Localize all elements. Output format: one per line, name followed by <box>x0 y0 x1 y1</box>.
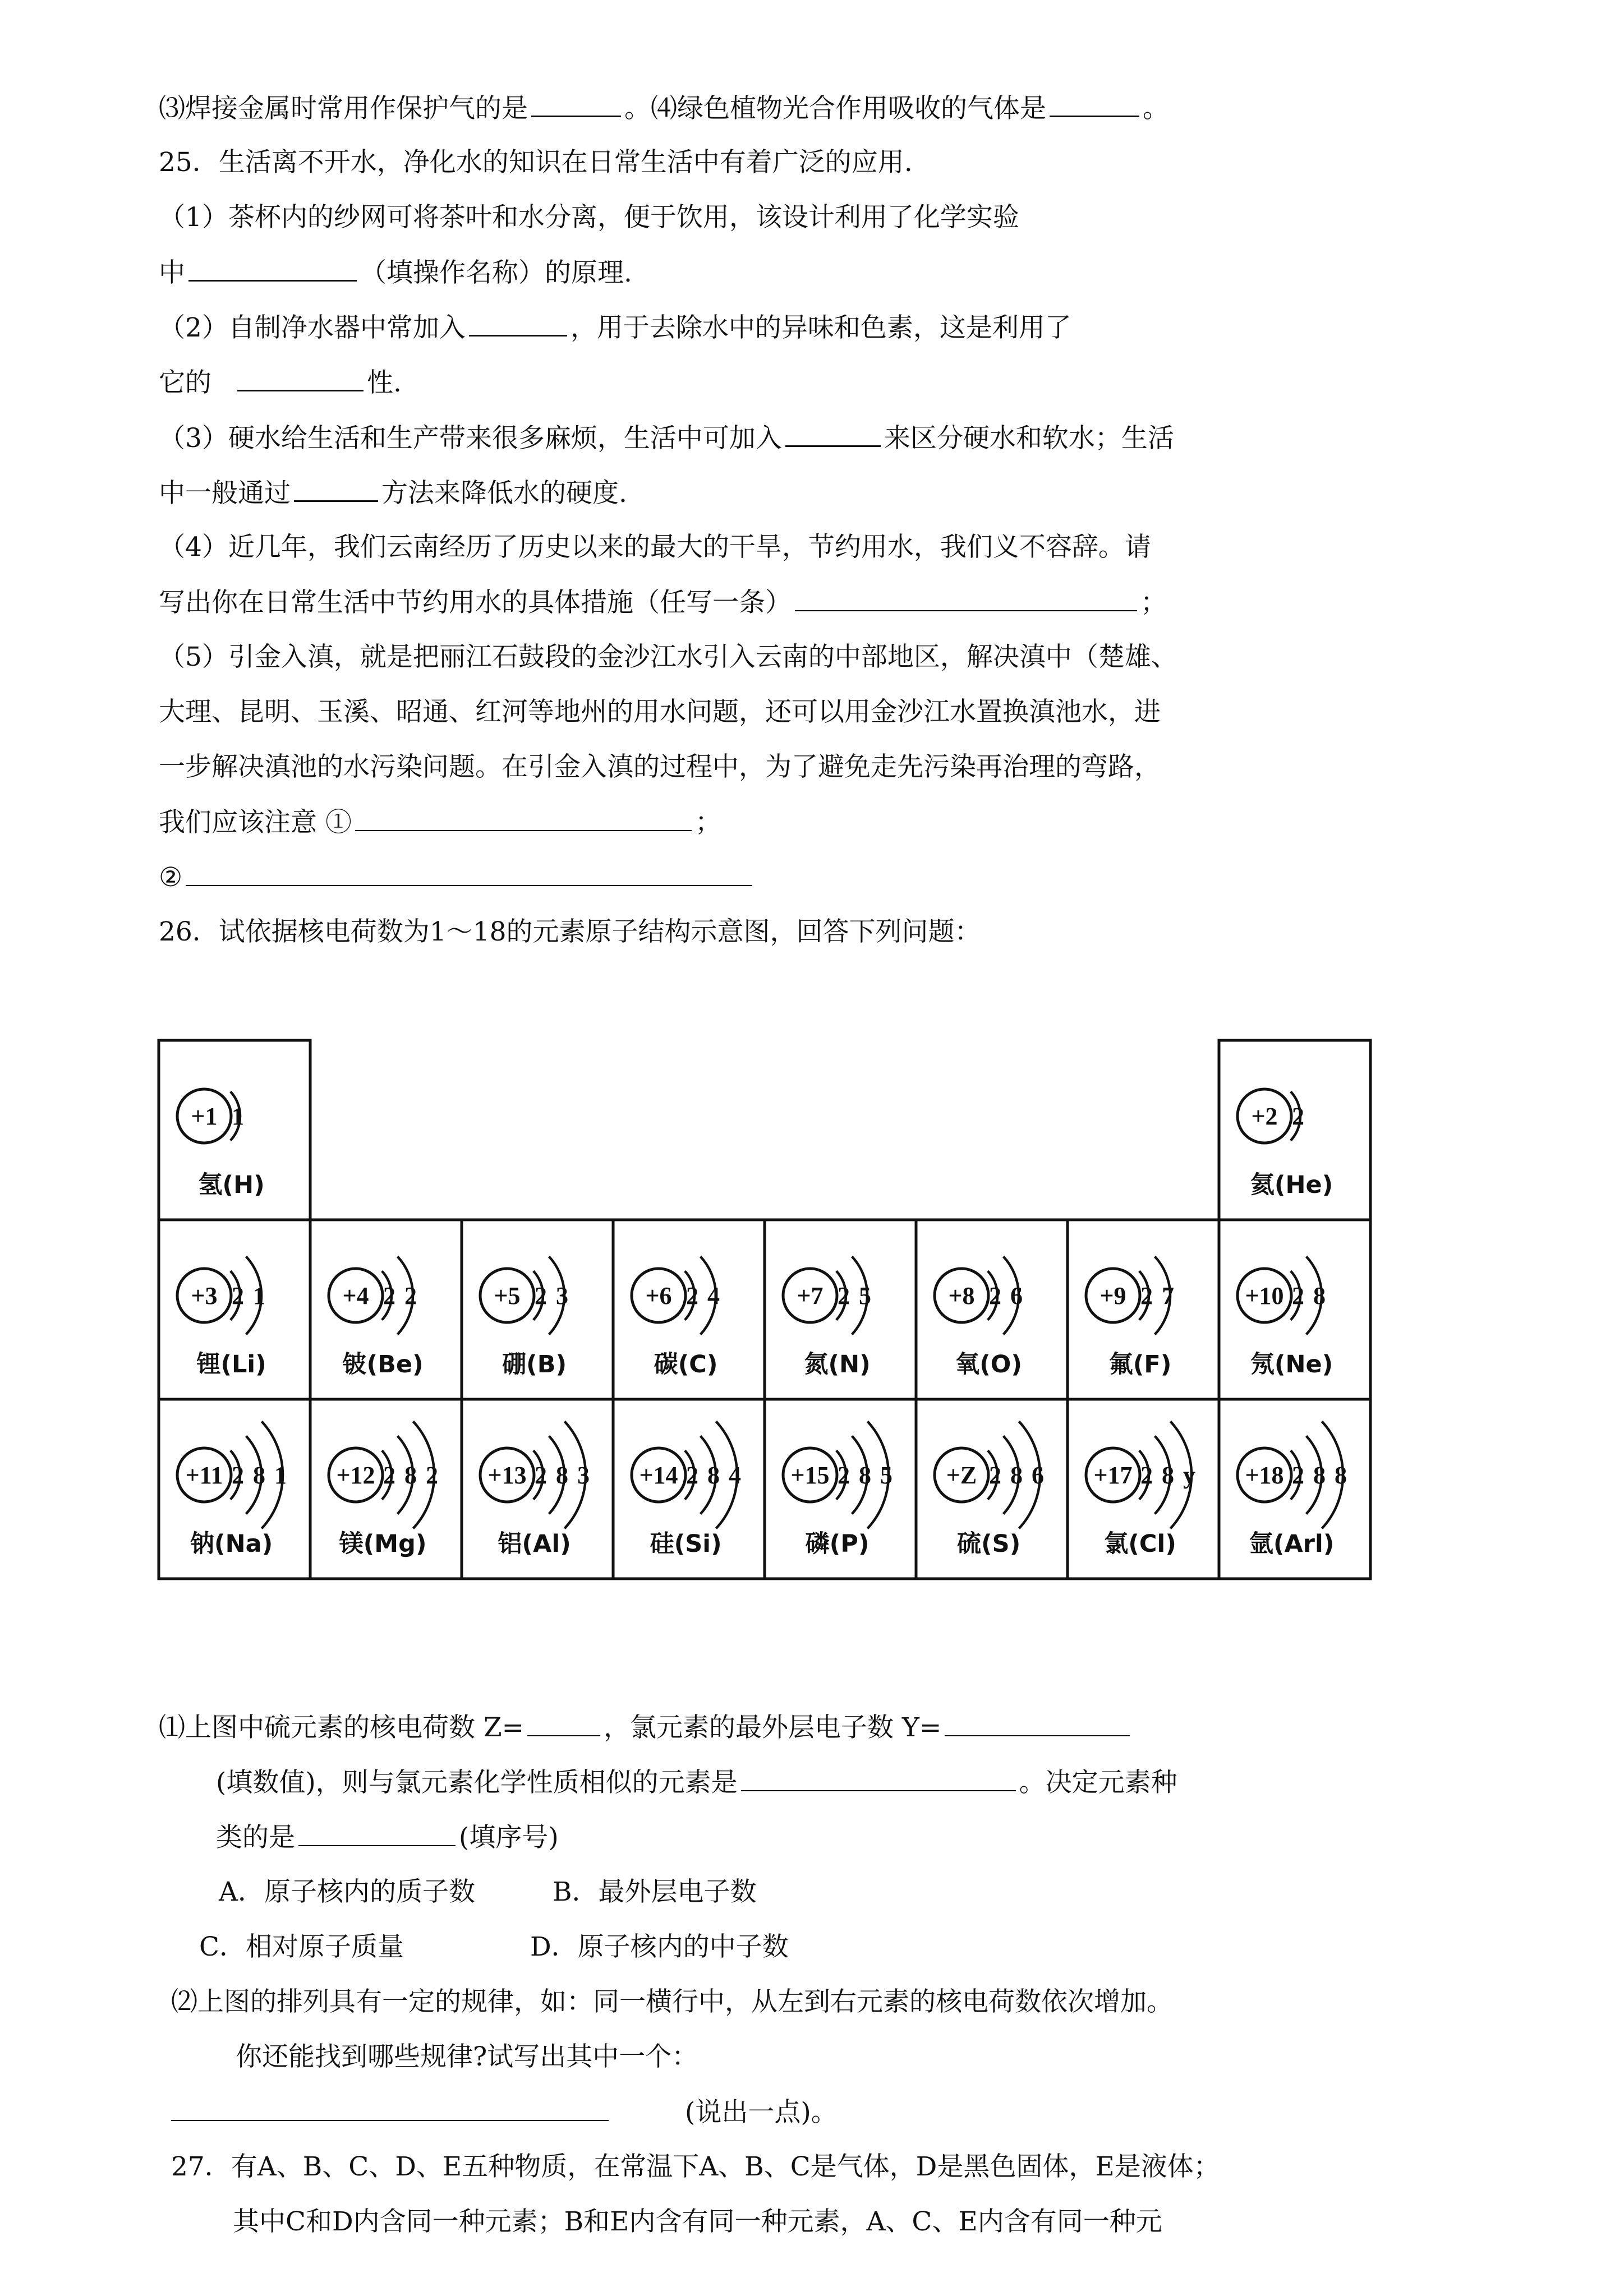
electron-shell-arc <box>1170 1422 1191 1529</box>
blank-similar-element[interactable] <box>741 1765 1016 1791</box>
electron-shell-arc <box>231 1450 240 1499</box>
nuclear-charge-label: +4 <box>342 1282 369 1310</box>
element-name-label: 氮(N) <box>804 1350 871 1378</box>
q27-line-a: 27．有A、B、C、D、E五种物质，在常温下A、B、C是气体，D是黑色固体，E是液体； <box>171 2151 1220 2182</box>
nuclear-charge-label: +9 <box>1099 1282 1126 1310</box>
text: ，氯元素的最外层电子数 Y= <box>603 1712 942 1743</box>
element-cell-border <box>159 1399 310 1579</box>
electron-shell-arc <box>852 1436 867 1514</box>
nucleus-circle <box>935 1448 988 1502</box>
shell-electron-count: 2 <box>535 1461 547 1489</box>
nucleus-circle <box>1086 1448 1140 1502</box>
text: ，用于去除水中的异味和色素，这是利用了 <box>570 312 1071 343</box>
electron-shell-arc <box>1322 1422 1343 1529</box>
electron-shell-arc <box>1004 1256 1019 1334</box>
element-cell-13 <box>613 1399 765 1579</box>
electron-shell-arc <box>564 1422 586 1529</box>
element-name-label: 氢(H) <box>198 1171 265 1199</box>
electron-shell-arc <box>836 1271 846 1320</box>
electron-shell-arc <box>382 1271 392 1320</box>
element-name-label: 锂(Li) <box>196 1350 266 1378</box>
electron-shell-arc <box>533 1271 543 1320</box>
period: 。 <box>1143 93 1169 124</box>
nucleus-circle <box>1086 1269 1140 1322</box>
text: ⑴上图中硫元素的核电荷数 Z= <box>159 1712 524 1743</box>
shell-electron-count: 1 <box>274 1461 287 1489</box>
electron-shell-arc <box>1019 1422 1040 1529</box>
nuclear-charge-label: +7 <box>797 1282 823 1310</box>
q24-part3-text: ⑶焊接金属时常用作保护气的是 <box>159 93 528 124</box>
element-name-label: 碳(C) <box>654 1350 718 1378</box>
q25-5-line-b: 大理、昆明、玉溪、昭通、红河等地州的用水问题，还可以用金沙江水置换滇池水，进 <box>159 697 1161 727</box>
electron-shell-arc <box>231 1091 240 1140</box>
element-name-label: 铍(Be) <box>342 1350 424 1378</box>
shell-electron-count: 6 <box>1032 1461 1044 1489</box>
q25-1-line-b <box>159 255 632 290</box>
shell-electron-count: 6 <box>1010 1282 1023 1310</box>
nuclear-charge-label: +15 <box>790 1461 830 1489</box>
q24-line <box>159 91 1169 126</box>
electron-shell-arc <box>1291 1450 1300 1499</box>
element-name-label: 氯(Cl) <box>1104 1530 1176 1558</box>
text: 它的 <box>159 367 211 398</box>
q26-2-line-a: ⑵上图的排列具有一定的规律，如：同一横行中，从左到右元素的核电荷数依次增加。 <box>171 1986 1173 2017</box>
shell-electron-count: 3 <box>577 1461 590 1489</box>
shell-electron-count: 2 <box>1292 1282 1304 1310</box>
element-cell-border <box>310 1399 462 1579</box>
q26-1-line-b <box>216 1765 1177 1800</box>
electron-shell-arc <box>413 1422 434 1529</box>
element-name-label: 氟(F) <box>1108 1350 1172 1378</box>
element-cell-border <box>1219 1399 1370 1579</box>
shell-electron-count: 8 <box>1162 1461 1174 1489</box>
shell-electron-count: 8 <box>556 1461 568 1489</box>
q26-2-line-c <box>171 2095 838 2129</box>
option-d: D．原子核内的中子数 <box>530 1931 789 1962</box>
electron-shell-arc <box>533 1450 543 1499</box>
element-cell-2 <box>159 1220 310 1399</box>
electron-shell-arc <box>716 1422 737 1529</box>
electron-shell-arc <box>988 1450 997 1499</box>
nuclear-charge-label: +6 <box>645 1282 672 1310</box>
element-cell-border <box>462 1220 613 1399</box>
electron-shell-arc <box>1155 1256 1170 1334</box>
element-cell-border <box>916 1399 1068 1579</box>
text: 类的是 <box>216 1822 295 1853</box>
electron-shell-arc <box>246 1256 261 1334</box>
nuclear-charge-label: +17 <box>1093 1461 1133 1489</box>
shell-electron-count: 8 <box>707 1461 720 1489</box>
element-cell-border <box>765 1220 916 1399</box>
nuclear-charge-label: +8 <box>948 1282 975 1310</box>
nucleus-circle <box>177 1448 231 1502</box>
element-name-label: 氧(O) <box>955 1350 1023 1378</box>
electron-shell-arc <box>398 1436 413 1514</box>
shell-electron-count: 2 <box>383 1282 395 1310</box>
shell-electron-count: 5 <box>880 1461 892 1489</box>
blank-hard-water-test[interactable] <box>785 421 881 447</box>
q25-4-line-a: （4）近几年，我们云南经历了历史以来的最大的干旱，节约用水，我们义不容辞。请 <box>159 532 1151 563</box>
electron-shell-arc <box>685 1450 694 1499</box>
q25-5-line-e <box>159 860 756 895</box>
element-cell-border <box>1068 1220 1219 1399</box>
q25-3-line-b <box>159 476 627 510</box>
element-name-label: 氦(He) <box>1250 1171 1333 1199</box>
electron-shell-arc <box>1306 1256 1322 1334</box>
electron-shell-arc <box>685 1271 694 1320</box>
shell-electron-count: 8 <box>1335 1461 1347 1489</box>
nuclear-charge-label: +Z <box>946 1461 977 1489</box>
electron-shell-arc <box>382 1450 392 1499</box>
shell-electron-count: 2 <box>232 1282 244 1310</box>
option-c: C．相对原子质量 <box>199 1931 404 1962</box>
element-cell-11 <box>310 1399 462 1579</box>
electron-shell-arc <box>867 1422 889 1529</box>
q25-1-line-a: （1）茶杯内的纱网可将茶叶和水分离，便于饮用，该设计利用了化学实验 <box>159 202 1019 233</box>
element-cell-border <box>613 1220 765 1399</box>
blank-protective-gas[interactable] <box>531 91 621 117</box>
element-cell-6 <box>765 1220 916 1399</box>
nuclear-charge-label: +3 <box>191 1282 218 1310</box>
shell-electron-count: 2 <box>838 1461 850 1489</box>
nucleus-circle <box>329 1269 383 1322</box>
text: 中一般通过 <box>159 478 291 509</box>
electron-shell-arc <box>701 1256 716 1334</box>
element-name-label: 氩(Arl) <box>1249 1530 1335 1558</box>
element-name-label: 磷(P) <box>805 1530 869 1558</box>
electron-shell-arc <box>852 1256 867 1334</box>
shell-electron-count: 3 <box>556 1282 568 1310</box>
element-cell-7 <box>916 1220 1068 1399</box>
nucleus-circle <box>632 1448 686 1502</box>
q25-3-line-a <box>159 421 1174 455</box>
shell-electron-count: 2 <box>989 1461 1001 1489</box>
text: 中 <box>159 257 185 288</box>
electron-shell-arc <box>1306 1436 1322 1514</box>
nucleus-circle <box>783 1269 837 1322</box>
electron-shell-arc <box>261 1422 283 1529</box>
shell-electron-count: 2 <box>686 1461 698 1489</box>
shell-electron-count: 8 <box>859 1461 871 1489</box>
element-name-label: 硅(Si) <box>650 1530 722 1558</box>
nucleus-circle <box>1237 1089 1291 1143</box>
q25-2-line-a <box>159 310 1071 345</box>
shell-electron-count: 2 <box>232 1461 244 1489</box>
blank-purifier-additive[interactable] <box>469 310 567 336</box>
element-cell-0 <box>159 1040 310 1220</box>
option-b: B．最外层电子数 <box>553 1877 757 1907</box>
shell-electron-count: 4 <box>707 1282 720 1310</box>
element-cell-14 <box>765 1399 916 1579</box>
element-name-label: 镁(Mg) <box>339 1530 427 1558</box>
nucleus-circle <box>935 1269 988 1322</box>
electron-shell-arc <box>1291 1271 1300 1320</box>
nuclear-charge-label: +1 <box>191 1103 218 1130</box>
text: 写出你在日常生活中节约用水的具体措施（任写一条） <box>159 587 792 618</box>
electron-shell-arc <box>1004 1436 1019 1514</box>
electron-shell-arc <box>1139 1450 1149 1499</box>
blank-y-value[interactable] <box>945 1711 1130 1736</box>
shell-electron-count: 8 <box>404 1461 417 1489</box>
element-cell-4 <box>462 1220 613 1399</box>
q25-5-line-c: 一步解决滇池的水污染问题。在引金入滇的过程中，为了避免走先污染再治理的弯路， <box>159 751 1161 782</box>
electron-shell-arc <box>988 1271 997 1320</box>
nucleus-circle <box>1237 1269 1291 1322</box>
nuclear-charge-label: +11 <box>185 1461 223 1489</box>
text: （2）自制净水器中常加入 <box>159 312 466 343</box>
element-cell-1 <box>1219 1040 1370 1220</box>
element-cell-15 <box>916 1399 1068 1579</box>
blank-note-1[interactable] <box>355 805 692 831</box>
shell-electron-count: 2 <box>989 1282 1001 1310</box>
electron-shell-arc <box>231 1271 240 1320</box>
option-a: A．原子核内的质子数 <box>219 1877 475 1907</box>
blank-z-value[interactable] <box>527 1711 600 1736</box>
element-cell-8 <box>1068 1220 1219 1399</box>
shell-electron-count: 1 <box>232 1103 244 1130</box>
electron-shell-arc <box>1139 1271 1149 1320</box>
element-name-label: 硫(S) <box>956 1530 1021 1558</box>
q26-1-line-c <box>216 1820 559 1855</box>
text: (填数值)，则与氯元素化学性质相似的元素是 <box>216 1767 738 1798</box>
electron-shell-arc <box>836 1450 846 1499</box>
element-cell-9 <box>1219 1220 1370 1399</box>
electron-shell-arc <box>1155 1436 1170 1514</box>
nucleus-circle <box>480 1269 534 1322</box>
nuclear-charge-label: +5 <box>494 1282 521 1310</box>
element-cell-border <box>613 1399 765 1579</box>
q25-5-line-a: （5）引金入滇，就是把丽江石鼓段的金沙江水引入云南的中部地区，解决滇中（楚雄、 <box>159 642 1177 672</box>
element-name-label: 钠(Na) <box>190 1530 273 1558</box>
blank-water-saving-measure[interactable] <box>795 585 1137 611</box>
text: ② <box>159 862 183 893</box>
blank-softening-method[interactable] <box>294 476 378 502</box>
text: 。决定元素种 <box>1019 1767 1177 1798</box>
text: （3）硬水给生活和生产带来很多麻烦，生活中可加入 <box>159 423 782 454</box>
shell-electron-count: 2 <box>1292 1461 1304 1489</box>
nucleus-circle <box>632 1269 686 1322</box>
element-cell-12 <box>462 1399 613 1579</box>
shell-electron-count: 5 <box>859 1282 871 1310</box>
nucleus-circle <box>177 1269 231 1322</box>
electron-shell-arc <box>246 1436 261 1514</box>
element-cell-border <box>765 1399 916 1579</box>
electron-shell-arc <box>549 1256 564 1334</box>
element-cell-border <box>1219 1040 1370 1220</box>
element-cell-3 <box>310 1220 462 1399</box>
element-name-label: 硼(B) <box>502 1350 567 1378</box>
element-cell-5 <box>613 1220 765 1399</box>
shell-electron-count: 8 <box>1313 1282 1326 1310</box>
text: (填序号) <box>459 1822 559 1853</box>
shell-electron-count: 2 <box>686 1282 698 1310</box>
q25-title: 25．生活离不开水，净化水的知识在日常生活中有着广泛的应用. <box>159 147 913 178</box>
electron-shell-arc <box>1291 1091 1300 1140</box>
nuclear-charge-label: +10 <box>1245 1282 1284 1310</box>
q27-line-b: 其中C和D内含同一种元素；B和E内含有同一种元素，A、C、E内含有同一种元 <box>233 2206 1162 2237</box>
q25-2-line-b <box>159 365 402 400</box>
text: 来区分硬水和软水；生活 <box>884 423 1174 454</box>
q26-title: 26．试依据核电荷数为1～18的元素原子结构示意图，回答下列问题： <box>159 916 981 947</box>
element-cell-border <box>310 1220 462 1399</box>
text: 性. <box>367 367 402 398</box>
element-cell-17 <box>1219 1399 1370 1579</box>
blank-property[interactable] <box>237 365 364 391</box>
nuclear-charge-label: +13 <box>487 1461 527 1489</box>
shell-electron-count: 2 <box>404 1282 417 1310</box>
q25-4-line-b <box>159 585 1167 620</box>
element-cell-border <box>159 1220 310 1399</box>
blank-option[interactable] <box>298 1820 456 1846</box>
shell-electron-count: 2 <box>1292 1103 1304 1130</box>
nucleus-circle <box>1237 1448 1291 1502</box>
element-cell-border <box>159 1040 310 1220</box>
q26-1-line-a <box>159 1711 1133 1745</box>
text: ； <box>694 807 721 838</box>
q26-2-line-b: 你还能找到哪些规律?试写出其中一个： <box>236 2041 698 2072</box>
element-cell-border <box>1219 1220 1370 1399</box>
nucleus-circle <box>329 1448 383 1502</box>
element-name-label: 铝(Al) <box>498 1530 571 1558</box>
shell-electron-count: 4 <box>729 1461 741 1489</box>
nucleus-circle <box>783 1448 837 1502</box>
shell-electron-count: 1 <box>253 1282 265 1310</box>
nucleus-circle <box>177 1089 231 1143</box>
q25-5-line-d <box>159 805 721 840</box>
shell-electron-count: 2 <box>535 1282 547 1310</box>
blank-photosynthesis-gas[interactable] <box>1050 91 1139 117</box>
element-cell-border <box>462 1399 613 1579</box>
shell-electron-count: 2 <box>838 1282 850 1310</box>
element-cell-16 <box>1068 1399 1219 1579</box>
text: 方法来降低水的硬度. <box>381 478 627 509</box>
shell-electron-count: 8 <box>1313 1461 1326 1489</box>
shell-electron-count: 2 <box>383 1461 395 1489</box>
text: （填操作名称）的原理. <box>360 257 632 288</box>
shell-electron-count: 2 <box>1140 1461 1153 1489</box>
shell-electron-count: y <box>1183 1461 1195 1489</box>
blank-operation-name[interactable] <box>188 255 357 282</box>
blank-note-2[interactable] <box>186 860 752 886</box>
text: (说出一点)。 <box>685 2097 838 2128</box>
electron-shell-arc <box>398 1256 413 1334</box>
shell-electron-count: 2 <box>1140 1282 1153 1310</box>
nuclear-charge-label: +14 <box>639 1461 678 1489</box>
element-name-label: 氖(Ne) <box>1250 1350 1333 1378</box>
blank-pattern[interactable] <box>171 2095 609 2121</box>
electron-shell-arc <box>701 1436 716 1514</box>
electron-shell-arc <box>549 1436 564 1514</box>
shell-electron-count: 8 <box>1010 1461 1023 1489</box>
shell-electron-count: 2 <box>426 1461 438 1489</box>
nuclear-charge-label: +2 <box>1251 1103 1278 1130</box>
element-cell-border <box>1068 1399 1219 1579</box>
q24-part4-text: 。⑷绿色植物光合作用吸收的气体是 <box>624 93 1046 124</box>
shell-electron-count: 8 <box>253 1461 265 1489</box>
element-cell-10 <box>159 1399 310 1579</box>
nuclear-charge-label: +18 <box>1245 1461 1284 1489</box>
nucleus-circle <box>480 1448 534 1502</box>
element-cell-border <box>916 1220 1068 1399</box>
text: ； <box>1140 587 1167 618</box>
text: 我们应该注意 ① <box>159 807 352 838</box>
shell-electron-count: 7 <box>1162 1282 1174 1310</box>
nuclear-charge-label: +12 <box>336 1461 375 1489</box>
